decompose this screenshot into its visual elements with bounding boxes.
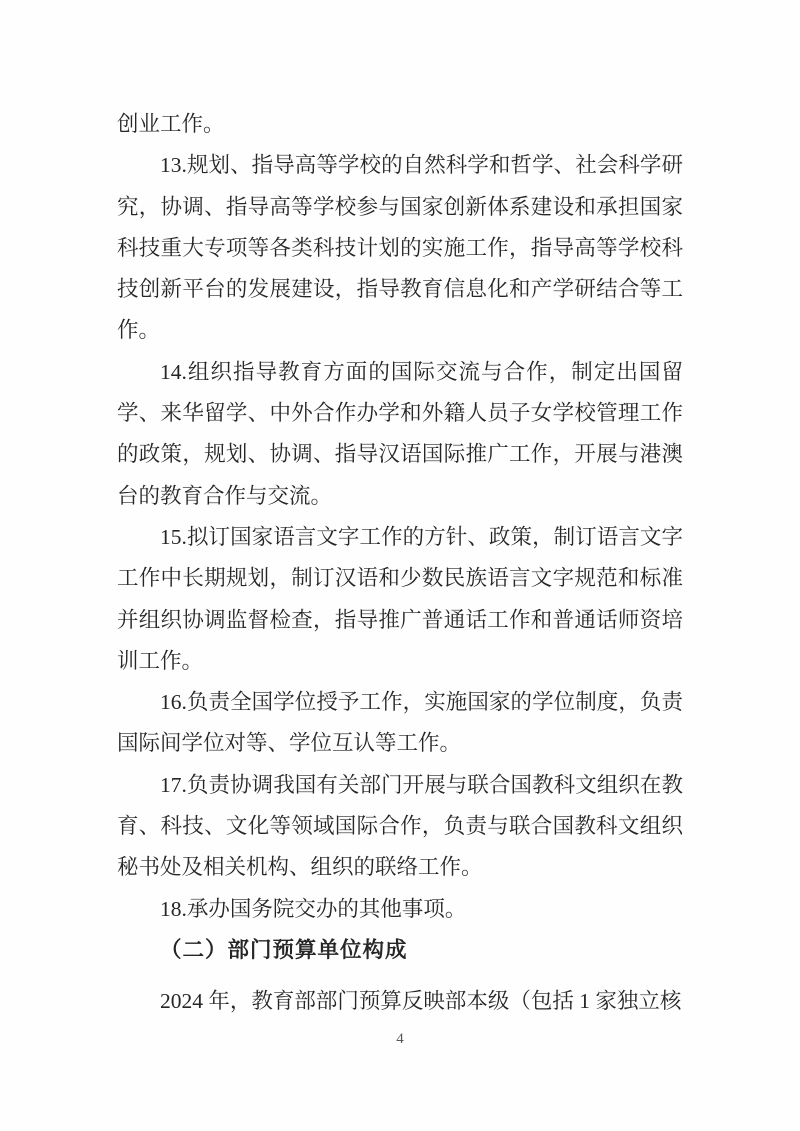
paragraph-budget-intro: 2024 年，教育部部门预算反映部本级（包括 1 家独立核: [160, 989, 682, 1014]
paragraph-item-14: 14.组织指导教育方面的国际交流与合作，制定出国留学、来华留学、中外合作办学和外籍人员子女学校管理工作的政策，规划、协调、指导汉语国际推广工作，开展与港澳台的教育合作与交流。: [117, 359, 683, 508]
paragraph-item-18: 18.承办国务院交办的其他事项。: [160, 896, 467, 921]
paragraph-item-15: 15.拟订国家语言文字工作的方针、政策，制订语言文字工作中长期规划，制订汉语和少数民族语言文字规范和标准并组织协调监督检查，指导推广普通话工作和普通话师资培训工作。: [117, 524, 683, 673]
paragraph-item-13: 13.规划、指导高等学校的自然科学和哲学、社会科学研究，协调、指导高等学校参与国家创新体系建设和承担国家科技重大专项等各类科技计划的实施工作，指导高等学校科技创新平台的发展建设，指导教育信息化和产学研结合等工作。: [117, 153, 683, 343]
paragraph-item-16: 16.负责全国学位授予工作，实施国家的学位制度，负责国际间学位对等、学位互认等工作。: [117, 690, 683, 756]
section-heading: （二）部门预算单位构成: [160, 937, 408, 962]
document-body: [117, 104, 683, 1023]
paragraph-item-17: 17.负责协调我国有关部门开展与联合国教科文组织在教育、科技、文化等领域国际合作，负责与联合国教科文组织秘书处及相关机构、组织的联络工作。: [117, 772, 683, 880]
page-number: 4: [396, 1031, 404, 1047]
paragraph-continuation: 创业工作。: [117, 112, 225, 136]
